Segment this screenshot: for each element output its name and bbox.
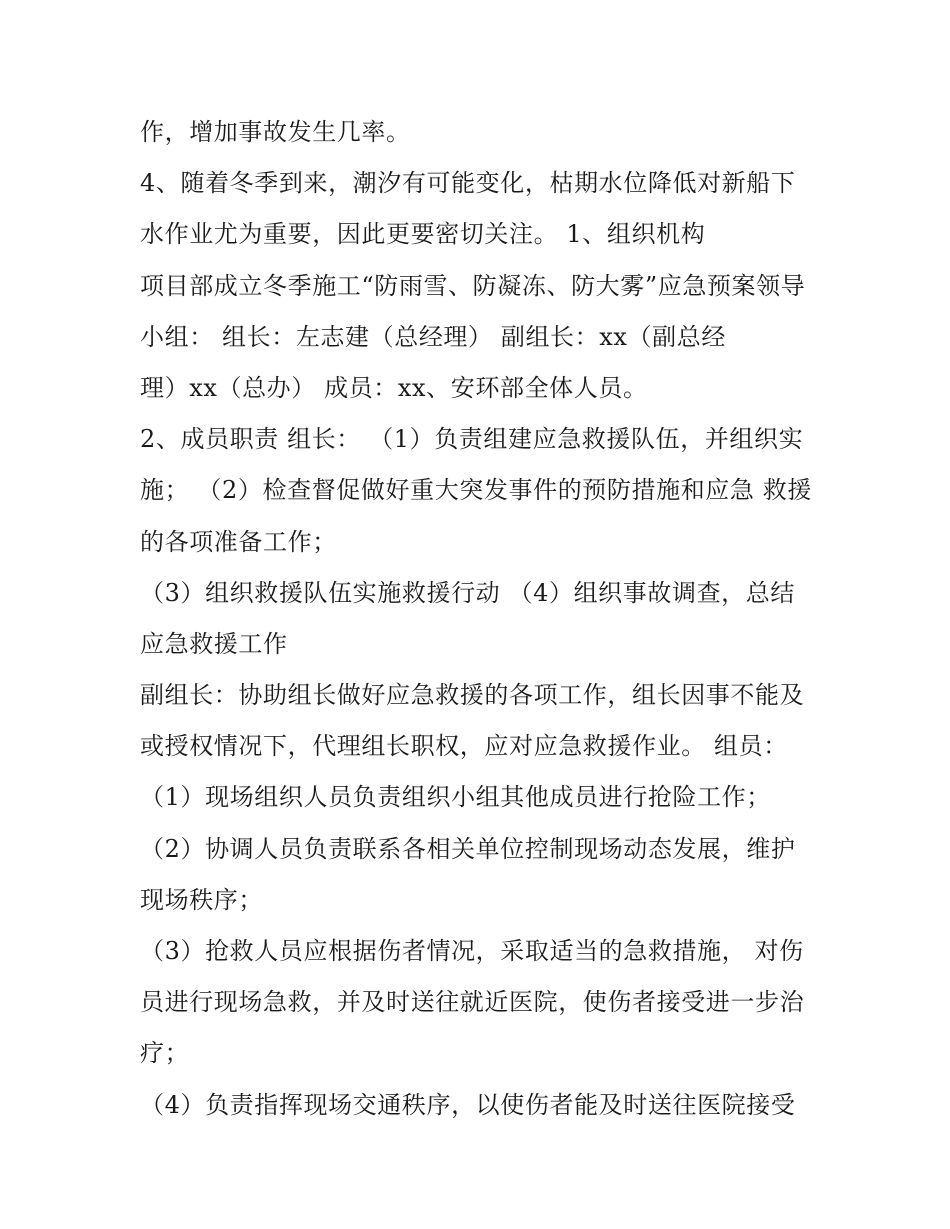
text-line: 2、成员职责 组长： （1）负责组建应急救援队伍，并组织实 xyxy=(140,425,804,454)
text-line: 或授权情况下，代理组长职权，应对应急救援作业。 组员： xyxy=(140,732,788,761)
text-line: 理）xx（总办） 成员：xx、安环部全体人员。 xyxy=(140,373,648,402)
text-line: （1）现场组织人员负责组织小组其他成员进行抢险工作； xyxy=(140,783,771,812)
text-line: （2）协调人员负责联系各相关单位控制现场动态发展，维护 xyxy=(140,834,796,863)
text-line: 水作业尤为重要，因此更要密切关注。 1、组织机构 xyxy=(140,220,706,249)
text-line: 施； （2）检查督促做好重大突发事件的预防措施和应急 救援 xyxy=(140,476,812,505)
text-line: 项目部成立冬季施工“防雨雪、防凝冻、防大雾”应急预案领导 xyxy=(140,271,806,300)
text-line: （3）组织救援队伍实施救援行动 （4）组织事故调查，总结 xyxy=(140,578,795,607)
text-line: 小组： 组长：左志建（总经理） 副组长：xx（副总经 xyxy=(140,322,726,351)
text-line: 4、随着冬季到来，潮汐有可能变化，枯期水位降低对新船下 xyxy=(140,169,796,198)
text-line: 现场秩序； xyxy=(140,885,263,914)
document-body xyxy=(140,107,830,1131)
text-line: 应急救援工作 xyxy=(140,629,288,658)
text-line: 作，增加事故发生几率。 xyxy=(140,118,411,146)
text-line: （3）抢救人员应根据伤者情况，采取适当的急救措施， 对伤 xyxy=(140,937,804,965)
text-line: 的各项准备工作； xyxy=(140,527,337,556)
text-line: 副组长：协助组长做好应急救援的各项工作，组长因事不能及 xyxy=(140,681,805,710)
text-line: 员进行现场急救，并及时送往就近医院，使伤者接受进一步治 xyxy=(140,988,805,1017)
text-line: （4）负责指挥现场交通秩序，以使伤者能及时送往医院接受 xyxy=(140,1090,796,1119)
text-line: 疗； xyxy=(140,1039,190,1068)
